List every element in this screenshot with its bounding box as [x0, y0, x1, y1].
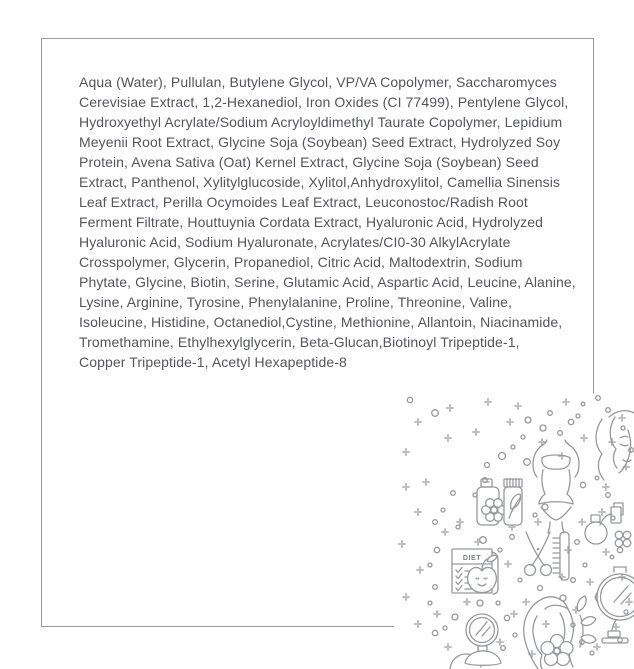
- ingredients-line: Copper Tripeptide-1, Acetyl Hexapeptide-8: [79, 354, 347, 370]
- ingredients-line: Crosspolymer, Glycerin, Propanediol, Citric Acid, Maltodextrin, Sodium: [79, 254, 523, 270]
- ingredients-line: Phytate, Glycine, Biotin, Serine, Glutamic Acid, Aspartic Acid, Leucine, Alanine,: [79, 274, 576, 290]
- ingredients-line: Lysine, Arginine, Tyrosine, Phenylalanine, Proline, Threonine, Valine,: [79, 294, 512, 310]
- ingredients-line: Meyenii Root Extract, Glycine Soja (Soybean) Seed Extract, Hydrolyzed Soy: [79, 134, 561, 150]
- ingredients-line: Ferment Filtrate, Houttuynia Cordata Extract, Hyaluronic Acid, Hydrolyzed: [79, 214, 544, 230]
- ingredients-line: Tromethamine, Ethylhexylglycerin, Beta-Glucan,Biotinoyl Tripeptide-1,: [79, 334, 520, 350]
- ingredients-line: Cerevisiae Extract, 1,2-Hexanediol, Iron Oxides (CI 77499), Pentylene Glycol,: [79, 94, 569, 110]
- cluster-background: [394, 390, 634, 669]
- diet-label: DIET: [462, 555, 482, 562]
- flower-icon: [615, 531, 631, 547]
- ingredients-line: Protein, Avena Sativa (Oat) Kernel Extract, Glycine Soja (Soybean) Seed: [79, 154, 539, 170]
- ingredients-line: Isoleucine, Histidine, Octanediol,Cystine, Methionine, Allantoin, Niacinamide,: [79, 314, 563, 330]
- flower-icon: [482, 499, 507, 522]
- ingredients-line: Leaf Extract, Perilla Ocymoides Leaf Extract, Leuconostoc/Radish Root: [79, 194, 528, 210]
- ingredients-line: Extract, Panthenol, Xylitylglucoside, Xylitol,Anhydroxylitol, Camellia Sinensis: [79, 174, 561, 190]
- ingredients-line: Hyaluronic Acid, Sodium Hyaluronate, Acrylates/CI0-30 AlkylAcrylate: [79, 234, 511, 250]
- ingredients-line: Hydroxyethyl Acrylate/Sodium Acryloyldimethyl Taurate Copolymer, Lepidium: [79, 114, 563, 130]
- beauty-icons-cluster: [390, 390, 634, 669]
- cosmetic-tube-icon: [504, 479, 522, 525]
- ingredients-line: Aqua (Water), Pullulan, Butylene Glycol, VP/VA Copolymer, Saccharomyces: [79, 74, 557, 90]
- ingredients-text: [79, 72, 576, 372]
